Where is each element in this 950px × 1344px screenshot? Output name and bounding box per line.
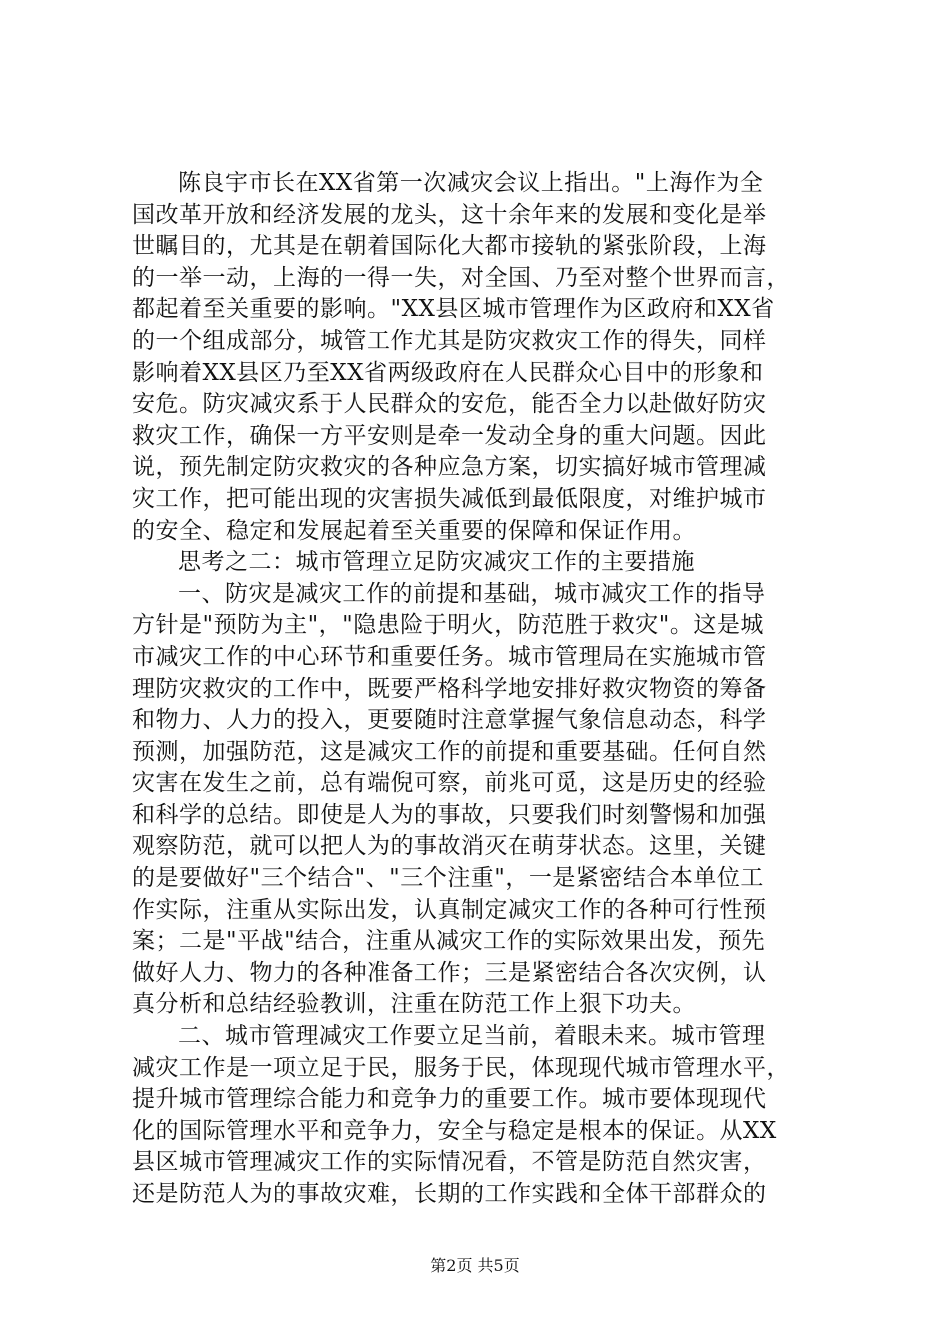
paragraph-line: 方针是"预防为主"，"隐患险于明火，防范胜于救灾"。这是城: [132, 612, 764, 639]
paragraph-line: 灾害在发生之前，总有端倪可察，前兆可觅，这是历史的经验: [132, 770, 767, 797]
paragraph-line: 和物力、人力的投入，更要随时注意掌握气象信息动态，科学: [132, 707, 767, 734]
section-heading: 思考之二：城市管理立足防灾减灾工作的主要措施: [178, 549, 695, 576]
paragraph-line: 案；二是"平战"结合，注重从减灾工作的实际效果出发，预先: [132, 928, 766, 955]
paragraph-line: 预测，加强防范，这是减灾工作的前提和重要基础。任何自然: [132, 738, 767, 765]
document-body: [132, 168, 826, 1211]
paragraph-line: 理防灾救灾的工作中，既要严格科学地安排好救灾物资的筹备: [132, 675, 767, 702]
paragraph-line: 做好人力、物力的各种准备工作；三是紧密结合各次灾例，认: [132, 959, 767, 986]
paragraph-line: 提升城市管理综合能力和竞争力的重要工作。城市要体现现代: [132, 1086, 767, 1113]
paragraph-line: 说，预先制定防灾救灾的各种应急方案，切实搞好城市管理减: [132, 454, 767, 481]
paragraph-line: 的是要做好"三个结合"、"三个注重"，一是紧密结合本单位工: [132, 865, 764, 892]
paragraph-line: 和科学的总结。即使是人为的事故，只要我们时刻警惕和加强: [132, 801, 767, 828]
page-number-footer: 第2页 共5页: [430, 1256, 520, 1275]
paragraph-line: 真分析和总结经验教训，注重在防范工作上狠下功夫。: [132, 991, 696, 1018]
paragraph-line: 还是防范人为的事故灾难，长期的工作实践和全体干部群众的: [132, 1181, 767, 1207]
paragraph-line: 市减灾工作的中心环节和重要任务。城市管理局在实施城市管: [132, 643, 767, 670]
paragraph-line: 县区城市管理减灾工作的实际情况看，不管是防范自然灾害，: [132, 1149, 767, 1176]
paragraph-line: 二、城市管理减灾工作要立足当前，着眼未来。城市管理: [178, 1023, 766, 1050]
paragraph-line: 的一举一动，上海的一得一失，对全国、乃至对整个世界而言，: [132, 264, 790, 291]
paragraph-line: 的一个组成部分，城管工作尤其是防灾救灾工作的得失，同样: [132, 327, 767, 354]
paragraph-line: 国改革开放和经济发展的龙头，这十余年来的发展和变化是举: [132, 201, 767, 228]
paragraph-line: 都起着至关重要的影响。"XX县区城市管理作为区政府和XX省: [132, 296, 775, 323]
paragraph-line: 一、防灾是减灾工作的前提和基础，城市减灾工作的指导: [178, 580, 766, 607]
paragraph-line: 的安全、稳定和发展起着至关重要的保障和保证作用。: [132, 517, 696, 544]
paragraph-line: 灾工作，把可能出现的灾害损失减低到最低限度，对维护城市: [132, 485, 767, 512]
paragraph-line: 陈良宇市长在XX省第一次减灾会议上指出。"上海作为全: [178, 170, 764, 196]
paragraph-line: 安危。防灾减灾系于人民群众的安危，能否全力以赴做好防灾: [132, 391, 767, 418]
paragraph-line: 观察防范，就可以把人为的事故消灭在萌芽状态。这里，关键: [132, 833, 767, 860]
paragraph-line: 减灾工作是一项立足于民，服务于民，体现现代城市管理水平，: [132, 1054, 790, 1081]
paragraph-line: 化的国际管理水平和竞争力，安全与稳定是根本的保证。从XX: [132, 1117, 777, 1144]
paragraph-line: 救灾工作，确保一方平安则是牵一发动全身的重大问题。因此: [132, 422, 767, 449]
paragraph-line: 作实际，注重从实际出发，认真制定减灾工作的各种可行性预: [132, 896, 767, 923]
paragraph-line: 影响着XX县区乃至XX省两级政府在人民群众心目中的形象和: [132, 359, 764, 386]
paragraph-line: 世瞩目的，尤其是在朝着国际化大都市接轨的紧张阶段，上海: [132, 233, 767, 260]
